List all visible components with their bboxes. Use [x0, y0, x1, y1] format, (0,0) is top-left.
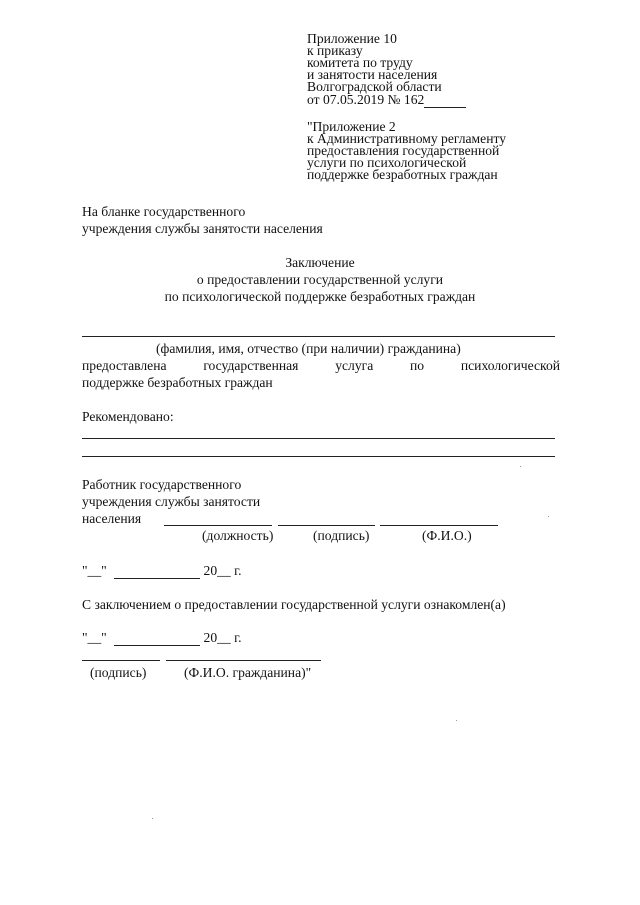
provided-word: психологической	[460, 358, 561, 373]
date-day: "__"	[82, 630, 107, 645]
full-name-line	[380, 525, 498, 526]
order-number-text: от 07.05.2019 № 162	[307, 92, 425, 107]
citizen-full-name-line	[166, 660, 321, 661]
worker-label-line: Работник государственного	[82, 477, 242, 492]
position-line	[164, 525, 272, 526]
appendix2-line: "Приложение 2	[307, 119, 396, 134]
provided-statement-line2: поддержке безработных граждан	[82, 375, 273, 390]
provided-word: услуга	[335, 358, 374, 373]
scan-speck	[548, 516, 549, 517]
worker-label-line: населения	[82, 511, 142, 526]
date-day: "__"	[82, 563, 107, 578]
appendix10-line: Приложение 10	[307, 31, 397, 46]
worker-label-line: учреждения службы занятости	[82, 494, 261, 509]
document-subtitle: по психологической поддержке безработных граждан	[164, 289, 476, 304]
appendix2-line: к Административному регламенту	[307, 131, 507, 146]
document-subtitle: о предоставлении государственной услуги	[196, 272, 444, 287]
date-month-blank	[114, 564, 200, 579]
date-year: 20__ г.	[203, 630, 242, 645]
date-month-blank	[114, 631, 200, 646]
order-number-blank	[424, 94, 466, 108]
appendix10-line: Волгоградской области	[307, 79, 442, 94]
scan-speck	[520, 466, 521, 467]
citizen-signature-caption: (подпись)	[90, 665, 147, 680]
order-number-line	[307, 94, 466, 108]
acquaintance-text: С заключением о предоставлении государственной услуги ознакомлен(а)	[82, 597, 506, 612]
recommended-line	[82, 438, 555, 439]
blank-note-line: учреждения службы занятости населения	[82, 221, 323, 236]
provided-word: предоставлена	[82, 358, 167, 373]
provided-statement	[82, 359, 560, 373]
provided-word: по	[410, 358, 425, 373]
appendix10-line: к приказу	[307, 43, 363, 58]
citizen-full-name-caption: (Ф.И.О. гражданина)"	[184, 665, 312, 680]
appendix2-line: предоставления государственной	[307, 143, 500, 158]
blank-note-line: На бланке государственного	[82, 204, 246, 219]
date-year: 20__ г.	[203, 563, 242, 578]
citizen-caption: (фамилия, имя, отчество (при наличии) гражданина)	[156, 341, 461, 356]
signature-line	[278, 525, 375, 526]
scan-speck	[152, 818, 153, 819]
recommended-line	[82, 456, 555, 457]
scan-speck	[456, 720, 457, 721]
appendix10-line: и занятости населения	[307, 67, 438, 82]
signature-caption: (подпись)	[313, 528, 370, 543]
appendix10-line: комитета по труду	[307, 55, 413, 70]
provided-word: государственная	[203, 358, 299, 373]
position-caption: (должность)	[202, 528, 274, 543]
document-title: Заключение	[285, 255, 355, 270]
appendix2-line: услуги по психологической	[307, 155, 467, 170]
appendix2-line: поддержке безработных граждан	[307, 167, 498, 182]
citizen-signature-line	[82, 660, 160, 661]
recommended-label: Рекомендовано:	[82, 409, 174, 424]
date-line	[82, 564, 242, 579]
full-name-caption: (Ф.И.О.)	[422, 528, 472, 543]
citizen-name-line	[82, 336, 555, 337]
date-line	[82, 631, 242, 646]
